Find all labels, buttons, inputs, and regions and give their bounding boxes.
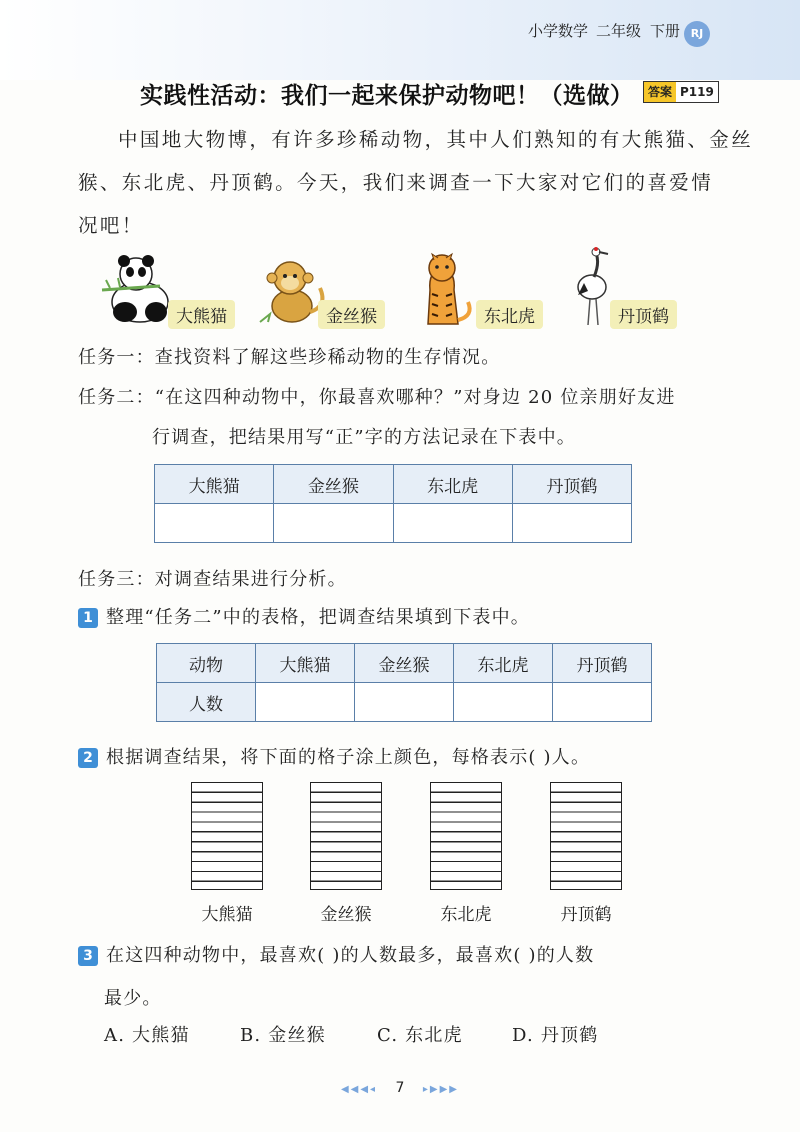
page-title: 实践性活动：我们一起来保护动物吧！（选做） [140, 83, 634, 109]
tally-cell-crane[interactable] [512, 504, 631, 543]
task-one: 任务一：查找资料了解这些珍稀动物的生存情况。 [78, 347, 501, 368]
answer-label: 答案 [644, 82, 676, 102]
label-crane: 丹顶鹤 [610, 300, 677, 329]
answer-reference [643, 81, 719, 103]
tally-table [154, 464, 632, 543]
tally-header-tiger: 东北虎 [393, 465, 512, 504]
next-arrows-icon: ▸▶▶▶ [422, 1084, 459, 1095]
intro-line-2: 猴、东北虎、丹顶鹤。今天，我们来调查一下大家对它们的喜爱情 [78, 171, 714, 194]
count-header-panda: 大熊猫 [256, 644, 355, 683]
grid-column-panda[interactable] [191, 782, 263, 890]
count-table [156, 643, 652, 722]
tally-header-panda: 大熊猫 [155, 465, 274, 504]
label-panda: 大熊猫 [168, 300, 235, 329]
tally-cell-monkey[interactable] [274, 504, 393, 543]
option-c[interactable]: C. 东北虎 [377, 1025, 463, 1046]
header-grade: 二年级 [596, 22, 642, 40]
grid-column-crane[interactable] [550, 782, 622, 890]
intro-line-3: 况吧！ [78, 214, 144, 237]
grid-label-panda: 大熊猫 [201, 905, 253, 925]
question-2-text: 根据调查结果，将下面的格子涂上颜色，每格表示( )人。 [106, 747, 591, 768]
count-cell-panda[interactable] [256, 683, 355, 722]
page-footer [0, 1080, 800, 1096]
count-header-crane: 丹顶鹤 [553, 644, 652, 683]
grid-column-monkey[interactable] [310, 782, 382, 890]
option-b[interactable]: B. 金丝猴 [240, 1025, 326, 1046]
question-3-line-1 [78, 941, 594, 967]
label-monkey: 金丝猴 [318, 300, 385, 329]
header-subject: 小学数学 [528, 22, 589, 40]
count-header-animal: 动物 [157, 644, 256, 683]
question-2-number: 2 [78, 748, 98, 768]
grid-label-tiger: 东北虎 [440, 905, 492, 925]
tally-header-crane: 丹顶鹤 [512, 465, 631, 504]
task-two-line-1: 任务二：“在这四种动物中，你最喜欢哪种？”对身边 20 位亲朋好友进 [78, 387, 676, 408]
grid-label-monkey: 金丝猴 [320, 905, 372, 925]
tiger-image [408, 250, 480, 326]
question-1-number: 1 [78, 608, 98, 628]
tally-header-monkey: 金丝猴 [274, 465, 393, 504]
option-d[interactable]: D. 丹顶鹤 [512, 1025, 599, 1046]
answer-page: P119 [680, 85, 714, 99]
question-3-line-2: 最少。 [104, 988, 162, 1009]
prev-arrows-icon: ◀◀◀◂ [340, 1084, 378, 1095]
task-three: 任务三：对调查结果进行分析。 [78, 569, 347, 590]
tally-cell-tiger[interactable] [393, 504, 512, 543]
grid-label-crane: 丹顶鹤 [560, 905, 612, 925]
tally-cell-panda[interactable] [155, 504, 274, 543]
count-header-people: 人数 [157, 683, 256, 722]
publisher-badge: RJ [684, 21, 710, 47]
question-3-number: 3 [78, 946, 98, 966]
count-header-monkey: 金丝猴 [355, 644, 454, 683]
page-number: 7 [395, 1080, 405, 1096]
panda-image [100, 250, 175, 326]
grid-column-tiger[interactable] [430, 782, 502, 890]
question-3-text: 在这四种动物中，最喜欢( )的人数最多，最喜欢( )的人数 [106, 945, 595, 966]
count-cell-tiger[interactable] [454, 683, 553, 722]
count-cell-crane[interactable] [553, 683, 652, 722]
header-volume: 下册 [650, 22, 681, 40]
question-1 [78, 603, 530, 629]
label-tiger: 东北虎 [476, 300, 543, 329]
question-2 [78, 743, 590, 769]
question-1-text: 整理“任务二”中的表格，把调查结果填到下表中。 [106, 607, 531, 628]
count-header-tiger: 东北虎 [454, 644, 553, 683]
task-two-line-2: 行调查，把结果用写“正”字的方法记录在下表中。 [152, 427, 577, 448]
intro-line-1: 中国地大物博，有许多珍稀动物，其中人们熟知的有大熊猫、金丝 [118, 128, 754, 151]
option-a[interactable]: A. 大熊猫 [104, 1025, 190, 1046]
count-cell-monkey[interactable] [355, 683, 454, 722]
